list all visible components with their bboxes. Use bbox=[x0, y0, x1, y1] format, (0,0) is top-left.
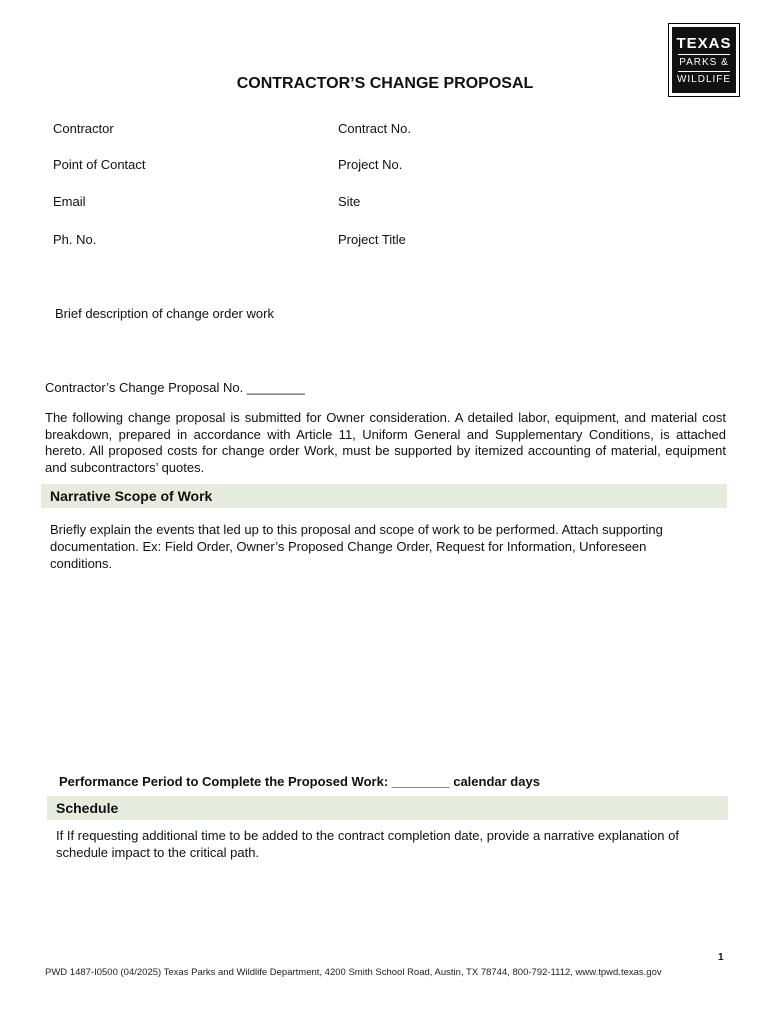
schedule-instructions: If If requesting additional time to be added to the contract completion date, provide a narrative explanation of schedule impact to the critical path. bbox=[56, 828, 679, 860]
email-label: Email bbox=[53, 194, 86, 209]
footer-text: PWD 1487-I0500 (04/2025) Texas Parks and Wildlife Department, 4200 Smith School Road, Austin, TX 78744, 800-792-1112, www.tpwd.texas.gov bbox=[45, 967, 662, 978]
project-title-label: Project Title bbox=[338, 232, 406, 247]
brief-description-label: Brief description of change order work bbox=[55, 306, 274, 321]
phone-label: Ph. No. bbox=[53, 232, 97, 247]
project-no-label: Project No. bbox=[338, 157, 403, 172]
logo-text-parks: PARKS & bbox=[679, 57, 729, 68]
schedule-section-heading: Schedule bbox=[47, 796, 728, 820]
intro-paragraph: The following change proposal is submitted for Owner consideration. A detailed labor, equipment, and material cost breakdown, prepared in accordance with Article 11, Uniform General and Supplementary Conditions, is attached hereto. All proposed costs for change order Work, must be supported by itemized accounting of material, equipment and subcontractors’ quotes. bbox=[45, 410, 726, 475]
point-of-contact-label: Point of Contact bbox=[53, 157, 146, 172]
contractor-label: Contractor bbox=[53, 121, 114, 136]
narrative-section-heading: Narrative Scope of Work bbox=[41, 484, 727, 508]
proposal-number-label: Contractor’s Change Proposal No. ________ bbox=[45, 380, 305, 395]
contract-no-label: Contract No. bbox=[338, 121, 411, 136]
site-label: Site bbox=[338, 194, 361, 209]
narrative-instructions: Briefly explain the events that led up to this proposal and scope of work to be performed. Attach supporting documentation. Ex: Field Order, Owner’s Proposed Change Order, Request for Information, Unforeseen conditions. bbox=[50, 522, 663, 571]
logo-divider bbox=[678, 54, 730, 55]
logo-text-texas: TEXAS bbox=[676, 35, 732, 52]
logo-divider bbox=[678, 71, 730, 72]
performance-period-label: Performance Period to Complete the Proposed Work: ________ calendar days bbox=[59, 774, 540, 789]
page-number: 1 bbox=[718, 952, 724, 963]
page-title: CONTRACTOR’S CHANGE PROPOSAL bbox=[236, 75, 534, 92]
logo-text-wildlife: WILDLIFE bbox=[676, 74, 732, 85]
